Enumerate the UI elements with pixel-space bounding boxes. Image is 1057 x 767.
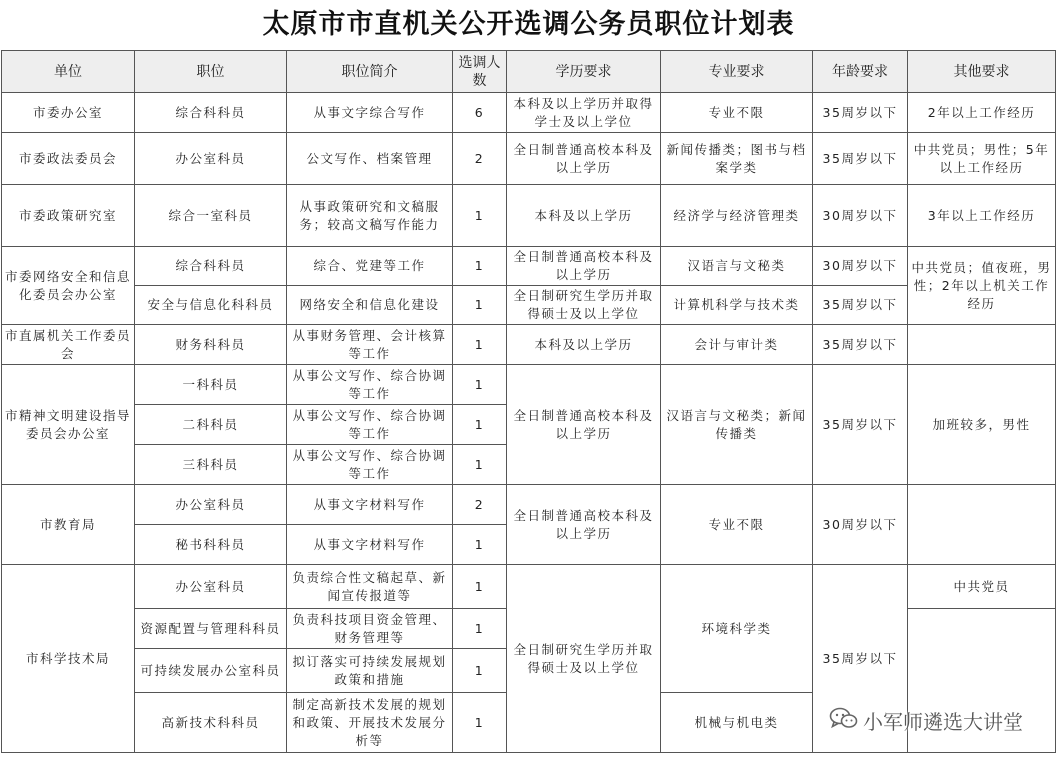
position-cell: 一科科员 [135,365,287,405]
description-cell: 制定高新技术发展的规划和政策、开展技术发展分析等 [287,693,453,753]
other-cell: 3年以上工作经历 [908,185,1056,247]
age-cell: 35周岁以下 [813,565,908,753]
education-cell: 全日制普通高校本科及以上学历 [507,133,661,185]
description-cell: 从事文字综合写作 [287,93,453,133]
header-position: 职位 [135,51,287,93]
other-cell [908,325,1056,365]
header-count: 选调人数 [453,51,507,93]
description-cell: 拟订落实可持续发展规划政策和措施 [287,649,453,693]
count-cell: 1 [453,185,507,247]
count-cell: 1 [453,445,507,485]
count-cell: 1 [453,286,507,325]
major-cell: 汉语言与文秘类 [661,247,813,286]
header-description: 职位简介 [287,51,453,93]
education-cell: 本科及以上学历 [507,325,661,365]
count-cell: 1 [453,525,507,565]
other-cell: 中共党员 [908,565,1056,609]
age-cell: 30周岁以下 [813,247,908,286]
position-cell: 办公室科员 [135,565,287,609]
header-unit: 单位 [2,51,135,93]
major-cell: 新闻传播类；图书与档案学类 [661,133,813,185]
position-cell: 财务科科员 [135,325,287,365]
header-education: 学历要求 [507,51,661,93]
unit-cell: 市科学技术局 [2,565,135,753]
unit-cell: 市直属机关工作委员会 [2,325,135,365]
age-cell: 35周岁以下 [813,93,908,133]
table-row [2,133,1056,185]
major-cell: 汉语言与文秘类；新闻传播类 [661,365,813,485]
count-cell: 1 [453,365,507,405]
position-cell: 资源配置与管理科科员 [135,609,287,649]
unit-cell: 市教育局 [2,485,135,565]
major-cell: 机械与机电类 [661,693,813,753]
age-cell: 30周岁以下 [813,185,908,247]
major-cell: 专业不限 [661,93,813,133]
count-cell: 1 [453,247,507,286]
unit-cell: 市精神文明建设指导委员会办公室 [2,365,135,485]
age-cell: 35周岁以下 [813,286,908,325]
position-cell: 高新技术科科员 [135,693,287,753]
education-cell: 全日制普通高校本科及以上学历 [507,485,661,565]
major-cell: 环境科学类 [661,565,813,693]
major-cell: 经济学与经济管理类 [661,185,813,247]
unit-cell: 市委办公室 [2,93,135,133]
education-cell: 全日制研究生学历并取得硕士及以上学位 [507,286,661,325]
description-cell: 从事文字材料写作 [287,525,453,565]
table-row [2,565,1056,609]
position-cell: 综合一室科员 [135,185,287,247]
count-cell: 2 [453,485,507,525]
position-cell: 秘书科科员 [135,525,287,565]
education-cell: 本科及以上学历 [507,185,661,247]
unit-cell: 市委网络安全和信息化委员会办公室 [2,247,135,325]
major-cell: 专业不限 [661,485,813,565]
position-cell: 可持续发展办公室科员 [135,649,287,693]
watermark [829,706,1023,734]
description-cell: 网络安全和信息化建设 [287,286,453,325]
age-cell: 35周岁以下 [813,133,908,185]
description-cell: 从事文字材料写作 [287,485,453,525]
education-cell: 本科及以上学历并取得学士及以上学位 [507,93,661,133]
major-cell: 会计与审计类 [661,325,813,365]
wechat-icon [829,706,859,735]
header-other: 其他要求 [908,51,1056,93]
other-cell: 中共党员；男性；5年以上工作经历 [908,133,1056,185]
other-cell: 中共党员；值夜班，男性；2年以上机关工作经历 [908,247,1056,325]
description-cell: 从事公文写作、综合协调等工作 [287,445,453,485]
description-cell: 公文写作、档案管理 [287,133,453,185]
position-plan-table [1,50,1056,753]
count-cell: 1 [453,609,507,649]
education-cell: 全日制普通高校本科及以上学历 [507,247,661,286]
other-cell [908,485,1056,565]
education-cell: 全日制研究生学历并取得硕士及以上学位 [507,565,661,753]
count-cell: 1 [453,325,507,365]
description-cell: 从事政策研究和文稿服务；较高文稿写作能力 [287,185,453,247]
description-cell: 从事公文写作、综合协调等工作 [287,365,453,405]
table-row [2,485,1056,525]
header-age: 年龄要求 [813,51,908,93]
education-cell: 全日制普通高校本科及以上学历 [507,365,661,485]
description-cell: 从事公文写作、综合协调等工作 [287,405,453,445]
header-major: 专业要求 [661,51,813,93]
unit-cell: 市委政策研究室 [2,185,135,247]
age-cell: 30周岁以下 [813,485,908,565]
position-cell: 综合科科员 [135,247,287,286]
age-cell: 35周岁以下 [813,365,908,485]
header-row [2,51,1056,93]
description-cell: 负责综合性文稿起草、新闻宣传报道等 [287,565,453,609]
table-row [2,185,1056,247]
count-cell: 1 [453,649,507,693]
position-cell: 综合科科员 [135,93,287,133]
position-cell: 办公室科员 [135,133,287,185]
watermark-text: 小军师遴选大讲堂 [863,709,1023,734]
major-cell: 计算机科学与技术类 [661,286,813,325]
page-title: 太原市市直机关公开选调公务员职位计划表 [262,9,795,40]
table-row [2,93,1056,133]
description-cell: 从事财务管理、会计核算等工作 [287,325,453,365]
count-cell: 1 [453,693,507,753]
count-cell: 1 [453,565,507,609]
other-cell: 2年以上工作经历 [908,93,1056,133]
table-row [2,325,1056,365]
count-cell: 1 [453,405,507,445]
count-cell: 2 [453,133,507,185]
table-row [2,286,1056,325]
description-cell: 负责科技项目资金管理、财务管理等 [287,609,453,649]
position-cell: 安全与信息化科科员 [135,286,287,325]
unit-cell: 市委政法委员会 [2,133,135,185]
description-cell: 综合、党建等工作 [287,247,453,286]
table-row [2,247,1056,286]
position-cell: 二科科员 [135,405,287,445]
position-cell: 办公室科员 [135,485,287,525]
position-cell: 三科科员 [135,445,287,485]
table-row [2,365,1056,405]
other-cell: 加班较多，男性 [908,365,1056,485]
age-cell: 35周岁以下 [813,325,908,365]
count-cell: 6 [453,93,507,133]
